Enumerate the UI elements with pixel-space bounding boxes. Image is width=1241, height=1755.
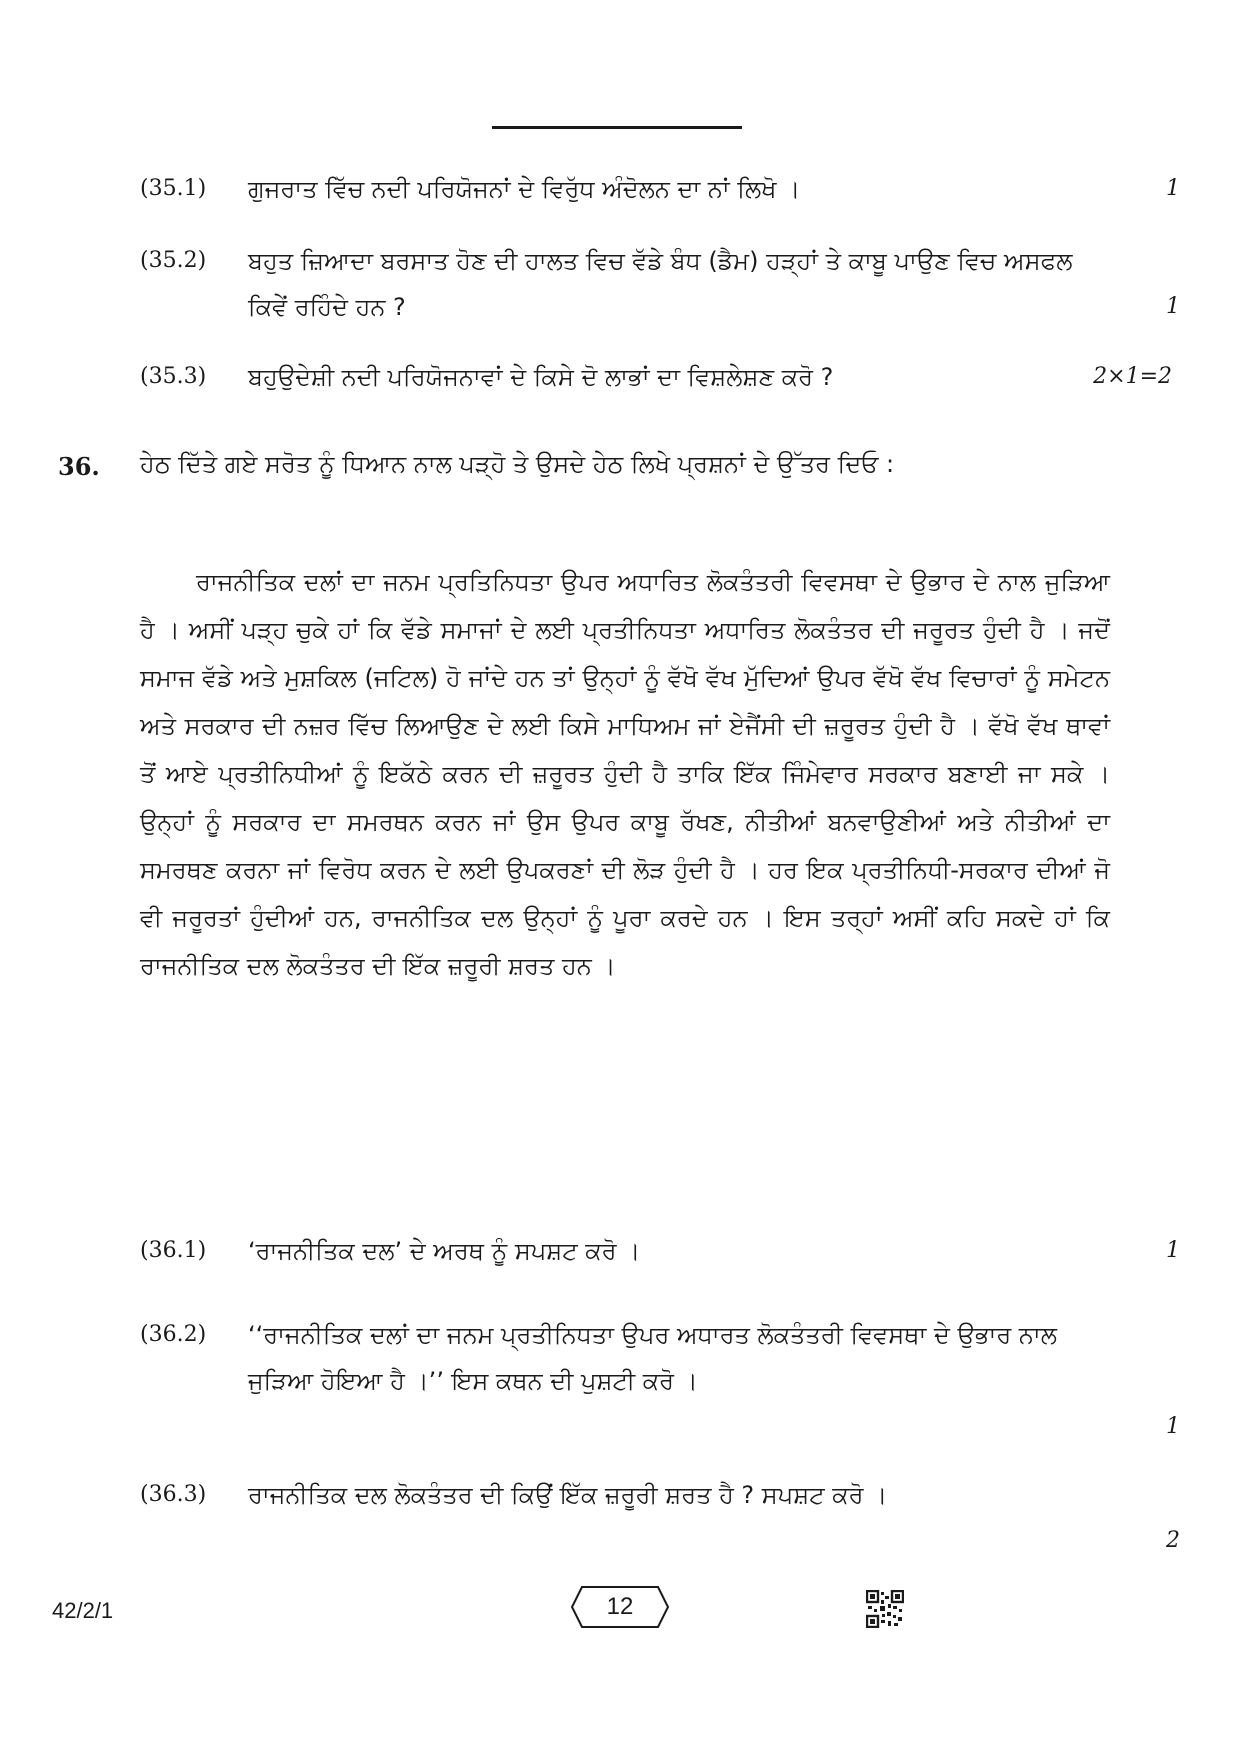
question-text: ਬਹੁਤ ਜ਼ਿਆਦਾ ਬਰਸਾਤ ਹੋਣ ਦੀ ਹਾਲਤ ਵਿਚ ਵੱਡੇ ਬੰਧ (ਡੈਮ) ਹੜ੍ਹਾਂ ਤੇ ਕਾਬੂ ਪਾਉਣ ਵਿਚ ਅਸਫਲ ਕਿਵੇਂ ਰਹਿੰਦੇ ਹਨ ? [248, 247, 1073, 321]
marks: 2×1=2 [1093, 364, 1172, 389]
question-text: ਰਾਜਨੀਤਿਕ ਦਲ ਲੋਕਤੰਤਰ ਦੀ ਕਿਉਂ ਇੱਕ ਜ਼ਰੂਰੀ ਸ਼ਰਤ ਹੈ ? ਸਪਸ਼ਟ ਕਰੋ । [248, 1481, 888, 1509]
marks: 1 [1166, 1238, 1180, 1263]
source-passage [140, 558, 1110, 990]
question-number: (35.1) [140, 176, 207, 201]
marks: 1 [1166, 1414, 1180, 1439]
question-text: ਹੇਠ ਦਿੱਤੇ ਗਏ ਸਰੋਤ ਨੂੰ ਧਿਆਨ ਨਾਲ ਪੜ੍ਹੋ ਤੇ ਉਸਦੇ ਹੇਠ ਲਿਖੇ ਪ੍ਰਸ਼ਨਾਂ ਦੇ ਉੱਤਰ ਦਿਓ : [140, 450, 895, 478]
marks: 1 [1166, 294, 1180, 319]
top-rule [492, 126, 742, 129]
question-number: (36.3) [140, 1482, 207, 1507]
question-number: (35.2) [140, 248, 207, 273]
question-number: (36.2) [140, 1322, 207, 1347]
question-text: ‘ਰਾਜਨੀਤਿਕ ਦਲ’ ਦੇ ਅਰਥ ਨੂੰ ਸਪਸ਼ਟ ਕਰੋ । [248, 1237, 641, 1265]
question-number: 36. [58, 452, 100, 481]
page-number-badge [570, 1585, 670, 1629]
passage-text: ਰਾਜਨੀਤਿਕ ਦਲਾਂ ਦਾ ਜਨਮ ਪ੍ਰਤਿਨਿਧਤਾ ਉਪਰ ਅਧਾਰਿਤ ਲੋਕਤੰਤਰੀ ਵਿਵਸਥਾ ਦੇ ਉਭਾਰ ਦੇ ਨਾਲ ਜੁੜਿਆ ਹੈ । ਅਸੀਂ ਪੜ੍ਹ ਚੁਕੇ ਹਾਂ ਕਿ ਵੱਡੇ ਸਮਾਜਾਂ ਦੇ ਲਈ ਪ੍ਰਤੀਨਿਧਤਾ ਅਧਾਰਿਤ ਲੋਕਤੰਤਰ ਦੀ ਜਰੂਰਤ ਹੁੰਦੀ ਹੈ । ਜਦੋਂ ਸਮਾਜ ਵੱਡੇ ਅਤੇ ਮੁਸ਼ਕਿਲ (ਜਟਿਲ) ਹੋ ਜਾਂਦੇ ਹਨ ਤਾਂ ਉਨ੍ਹਾਂ ਨੂੰ ਵੱਖੋ ਵੱਖ ਮੁੱਦਿਆਂ ਉਪਰ ਵੱਖੋ ਵੱਖ ਵਿਚਾਰਾਂ ਨੂੰ ਸਮੇਟਨ ਅਤੇ ਸਰਕਾਰ ਦੀ ਨਜ਼ਰ ਵਿੱਚ ਲਿਆਉਣ ਦੇ ਲਈ ਕਿਸੇ ਮਾਧਿਅਮ ਜਾਂ ਏਜੈਂਸੀ ਦੀ ਜ਼ਰੂਰਤ ਹੁੰਦੀ ਹੈ । ਵੱਖੋ ਵੱਖ ਥਾਵਾਂ ਤੋਂ ਆਏ ਪ੍ਰਤੀਨਿਧੀਆਂ ਨੂੰ ਇਕੱਠੇ ਕਰਨ ਦੀ ਜ਼ਰੂਰਤ ਹੁੰਦੀ ਹੈ ਤਾਕਿ ਇੱਕ ਜਿੰਮੇਵਾਰ ਸਰਕਾਰ ਬਣਾਈ ਜਾ ਸਕੇ । ਉਨ੍ਹਾਂ ਨੂੰ ਸਰਕਾਰ ਦਾ ਸਮਰਥਨ ਕਰਨ ਜਾਂ ਉਸ ਉਪਰ ਕਾਬੂ ਰੱਖਣ, ਨੀਤੀਆਂ ਬਨਵਾਉਣੀਆਂ ਅਤੇ ਨੀਤੀਆਂ ਦਾ ਸਮਰਥਣ ਕਰਨਾ ਜਾਂ ਵਿਰੋਧ ਕਰਨ ਦੇ ਲਈ ਉਪਕਰਣਾਂ ਦੀ ਲੋੜ ਹੁੰਦੀ ਹੈ । ਹਰ ਇਕ ਪ੍ਰਤੀਨਿਧੀ-ਸਰਕਾਰ ਦੀਆਂ ਜੋ ਵੀ ਜਰੂਰਤਾਂ ਹੁੰਦੀਆਂ ਹਨ, ਰਾਜਨੀਤਿਕ ਦਲ ਉਨ੍ਹਾਂ ਨੂੰ ਪੂਰਾ ਕਰਦੇ ਹਨ । ਇਸ ਤਰ੍ਹਾਂ ਅਸੀਂ ਕਹਿ ਸਕਦੇ ਹਾਂ ਕਿ ਰਾਜਨੀਤਿਕ ਦਲ ਲੋਕਤੰਤਰ ਦੀ ਇੱਕ ਜ਼ਰੂਰੀ ਸ਼ਰਤ ਹਨ । [140, 568, 1110, 980]
question-text: ‘‘ਰਾਜਨੀਤਿਕ ਦਲਾਂ ਦਾ ਜਨਮ ਪ੍ਰਤੀਨਿਧਤਾ ਉਪਰ ਅਧਾਰਤ ਲੋਕਤੰਤਰੀ ਵਿਵਸਥਾ ਦੇ ਉਭਾਰ ਨਾਲ ਜੁੜਿਆ ਹੋਇਆ ਹੈ ।’’ ਇਸ ਕਥਨ ਦੀ ਪੁਸ਼ਟੀ ਕਰੋ । [248, 1321, 1058, 1395]
question-text: ਬਹੁਉਦੇਸ਼ੀ ਨਦੀ ਪਰਿਯੋਜਨਾਵਾਂ ਦੇ ਕਿਸੇ ਦੋ ਲਾਭਾਂ ਦਾ ਵਿਸ਼ਲੇਸ਼ਣ ਕਰੋ ? [248, 363, 834, 391]
page-number: 12 [606, 1593, 634, 1620]
marks: 1 [1166, 176, 1180, 201]
qr-code-icon [866, 1590, 904, 1628]
paper-code: 42/2/1 [52, 1598, 114, 1623]
question-number: (35.3) [140, 364, 207, 389]
question-number: (36.1) [140, 1238, 207, 1263]
question-text: ਗੁਜਰਾਤ ਵਿੱਚ ਨਦੀ ਪਰਿਯੋਜਨਾਂ ਦੇ ਵਿਰੁੱਧ ਅੰਦੋਲਨ ਦਾ ਨਾਂ ਲਿਖੋ । [248, 175, 801, 203]
marks: 2 [1166, 1528, 1180, 1553]
